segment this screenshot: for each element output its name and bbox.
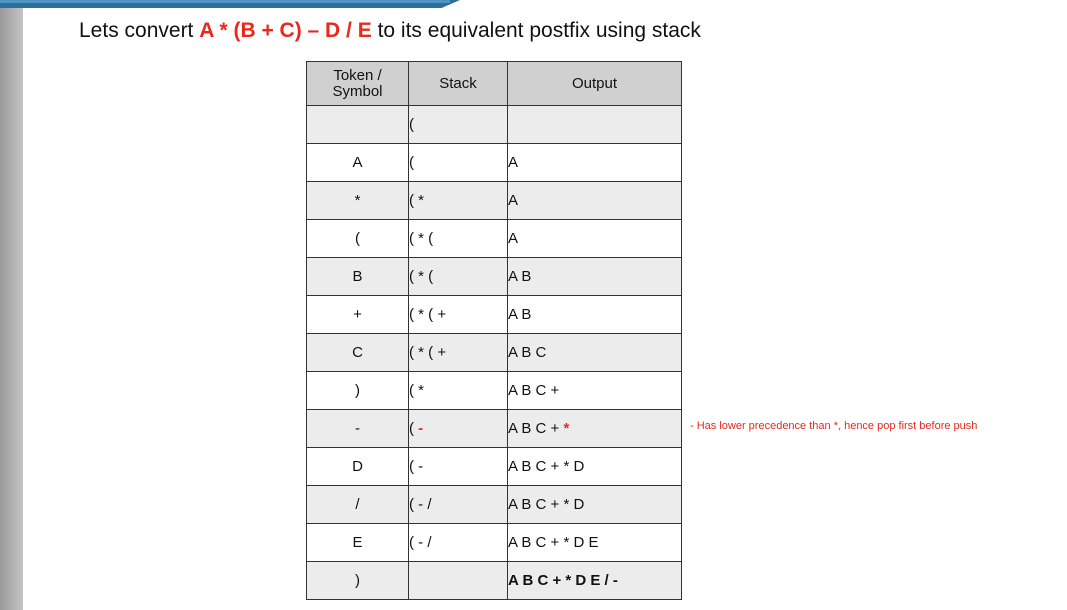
token-cell: - bbox=[307, 410, 409, 448]
table-row bbox=[307, 296, 682, 334]
output-cell: A B bbox=[508, 258, 682, 296]
stack-cell: ( * bbox=[409, 372, 508, 410]
stack-cell: ( * ( bbox=[409, 220, 508, 258]
conversion-table bbox=[306, 61, 682, 600]
stack-cell bbox=[409, 562, 508, 600]
output-cell: A B C bbox=[508, 334, 682, 372]
token-cell: * bbox=[307, 182, 409, 220]
token-cell: ) bbox=[307, 562, 409, 600]
output-cell: A B C + * D E bbox=[508, 524, 682, 562]
token-cell: A bbox=[307, 144, 409, 182]
token-cell bbox=[307, 106, 409, 144]
title-prefix: Lets convert bbox=[79, 19, 200, 42]
output-cell: A bbox=[508, 220, 682, 258]
token-cell: C bbox=[307, 334, 409, 372]
table-row bbox=[307, 486, 682, 524]
output-cell: A B C + * D bbox=[508, 486, 682, 524]
token-cell: D bbox=[307, 448, 409, 486]
left-decorative-bar bbox=[0, 0, 23, 610]
token-cell: ) bbox=[307, 372, 409, 410]
output-highlight: * bbox=[563, 420, 570, 437]
stack-cell: ( - / bbox=[409, 486, 508, 524]
output-text: A B C + bbox=[508, 420, 564, 437]
stack-cell: ( - / bbox=[409, 524, 508, 562]
output-cell: A B C + bbox=[508, 372, 682, 410]
header-stack: Stack bbox=[409, 62, 508, 106]
stack-cell: ( bbox=[409, 144, 508, 182]
top-banner-accent bbox=[0, 0, 450, 3]
table-row bbox=[307, 372, 682, 410]
stack-cell: ( * bbox=[409, 182, 508, 220]
stack-cell: ( bbox=[409, 106, 508, 144]
output-cell: A B C + * D bbox=[508, 448, 682, 486]
table-row bbox=[307, 448, 682, 486]
output-cell: A bbox=[508, 182, 682, 220]
table-header-row bbox=[307, 62, 682, 106]
token-cell: + bbox=[307, 296, 409, 334]
stack-cell: ( - bbox=[409, 448, 508, 486]
table-row bbox=[307, 562, 682, 600]
header-token: Token / Symbol bbox=[307, 62, 409, 106]
table-row bbox=[307, 144, 682, 182]
output-cell-final: A B C + * D E / - bbox=[508, 562, 682, 600]
token-cell: E bbox=[307, 524, 409, 562]
output-cell: A bbox=[508, 144, 682, 182]
title-suffix: to its equivalent postfix using stack bbox=[371, 19, 701, 42]
table-row bbox=[307, 524, 682, 562]
token-cell: B bbox=[307, 258, 409, 296]
table-row bbox=[307, 258, 682, 296]
stack-cell: ( * ( + bbox=[409, 334, 508, 372]
table-row bbox=[307, 182, 682, 220]
stack-highlight: - bbox=[418, 420, 424, 437]
slide-title bbox=[79, 19, 701, 43]
stack-cell bbox=[409, 410, 508, 448]
stack-text: ( bbox=[409, 420, 419, 437]
token-cell: / bbox=[307, 486, 409, 524]
header-output: Output bbox=[508, 62, 682, 106]
output-cell bbox=[508, 106, 682, 144]
stack-cell: ( * ( + bbox=[409, 296, 508, 334]
stack-cell: ( * ( bbox=[409, 258, 508, 296]
title-expression: A * (B + C) – D / E bbox=[199, 19, 372, 42]
table-row bbox=[307, 106, 682, 144]
table-row bbox=[307, 410, 682, 448]
table-row bbox=[307, 334, 682, 372]
precedence-note: - Has lower precedence than *, hence pop first before push bbox=[690, 420, 978, 432]
token-cell: ( bbox=[307, 220, 409, 258]
output-cell: A B bbox=[508, 296, 682, 334]
table-row bbox=[307, 220, 682, 258]
output-cell bbox=[508, 410, 682, 448]
